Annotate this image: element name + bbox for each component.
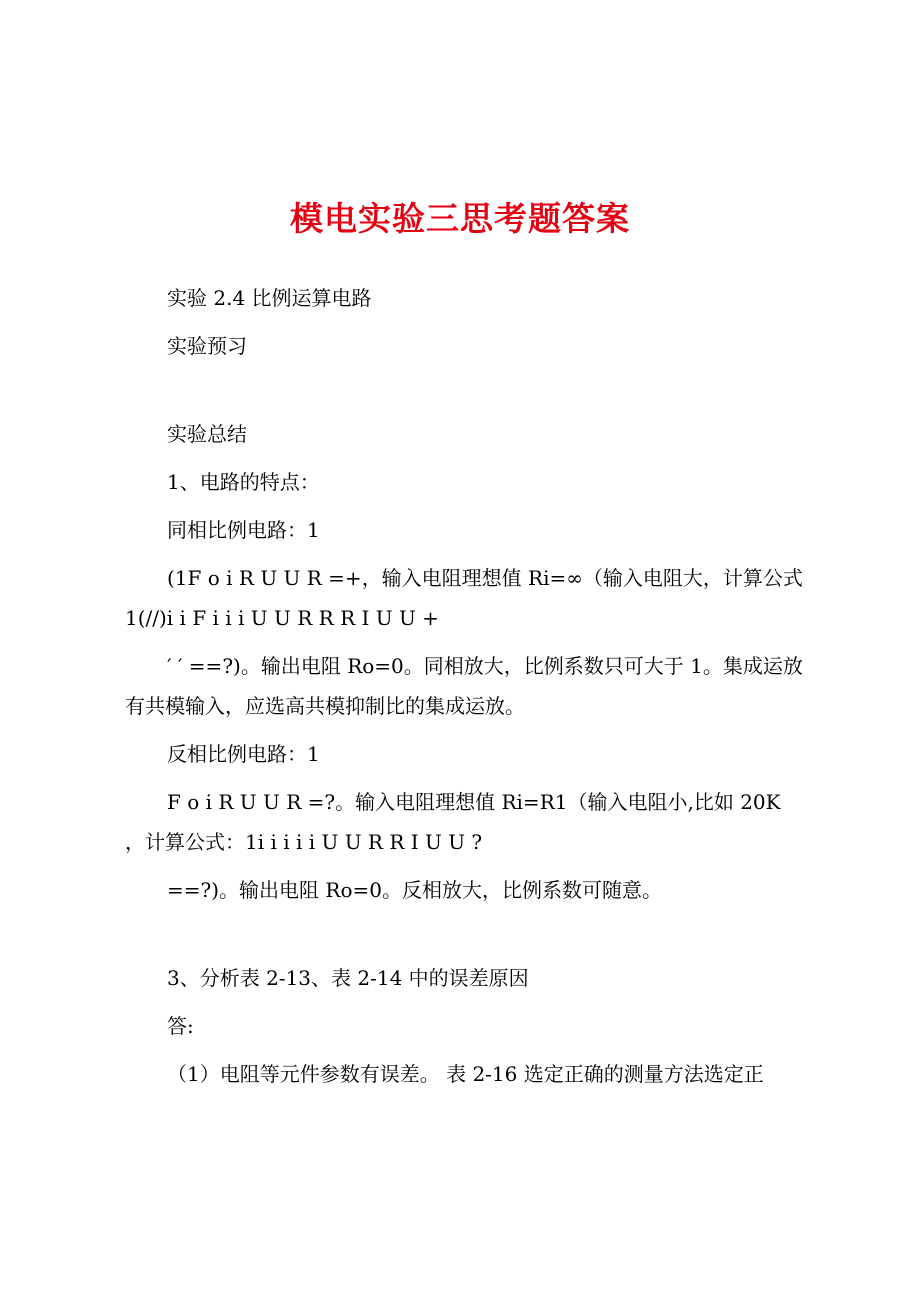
document-title: 模电实验三思考题答案 bbox=[290, 199, 630, 238]
paragraph-inverting-formula: F o i R U U R =?。输入电阻理想值 Ri=R1（输入电阻小,比如 20K ，计算公式：1i i i i i U U R R I U U ? bbox=[125, 790, 781, 854]
paragraph-answer-label: 答: bbox=[167, 1014, 194, 1038]
paragraph-circuit-features: 1、电路的特点： bbox=[167, 470, 320, 494]
section-heading-summary: 实验总结 bbox=[167, 422, 247, 446]
paragraph-inverting-output: ==?)。输出电阻 Ro=0。反相放大，比例系数可随意。 bbox=[167, 878, 662, 902]
document-body bbox=[125, 278, 805, 1094]
paragraph-noninverting-formula: (1F o i R U U R =+，输入电阻理想值 Ri=∞（输入电阻大，计算公式 1(//)i i F i i i U U R R R I U U + bbox=[125, 566, 803, 630]
paragraph-inverting-heading: 反相比例电路：1 bbox=[167, 742, 320, 766]
section-heading-experiment-2-4: 实验 2.4 比例运算电路 bbox=[167, 286, 372, 310]
section-heading-preview: 实验预习 bbox=[167, 334, 247, 358]
paragraph-answer-item-1: （1）电阻等元件参数有误差。 表 2-16 选定正确的测量方法选定正 bbox=[167, 1062, 764, 1086]
paragraph-error-analysis-question: 3、分析表 2-13、表 2-14 中的误差原因 bbox=[167, 966, 529, 990]
paragraph-noninverting-output: ′ ′ ==?)。输出电阻 Ro=0。同相放大，比例系数只可大于 1。集成运放有共模输入，应选高共模抑制比的集成运放。 bbox=[125, 654, 803, 718]
paragraph-noninverting-heading: 同相比例电路：1 bbox=[167, 518, 320, 542]
